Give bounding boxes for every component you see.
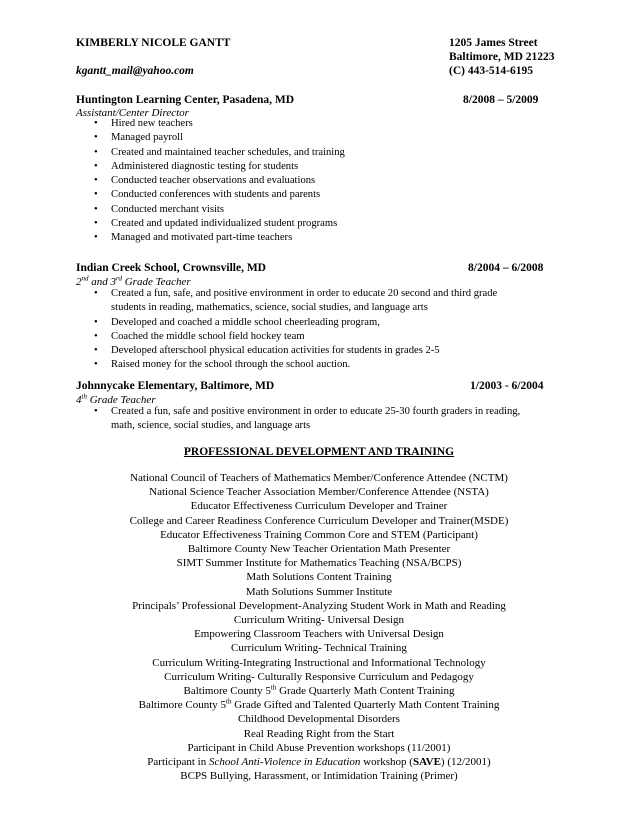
training-list — [0, 471, 638, 783]
job-role: 4th Grade Teacher — [76, 392, 156, 406]
list-item: Math Solutions Summer Institute — [245, 585, 393, 598]
job-duties-list — [0, 287, 531, 373]
list-item: Participant in School Anti-Violence in Education workshop (SAVE) (12/2001) — [147, 756, 491, 769]
job-duties-list — [0, 117, 345, 246]
list-item: • Coached the middle school field hockey team — [0, 330, 531, 344]
city-address: Baltimore, MD 21223 — [449, 51, 555, 63]
job-duties-list — [0, 405, 541, 434]
list-item: SIMT Summer Institute for Mathematics Teaching (NSA/BCPS) — [176, 557, 462, 570]
job-employer: Indian Creek School, Crownsville, MD — [76, 262, 266, 274]
list-item: • Created a fun, safe and positive environment in order to educate 25-30 fourth graders in reading, math, science, social studies, and language arts — [0, 405, 541, 434]
list-item: • Administered diagnostic testing for students — [0, 160, 345, 174]
list-item: • Conducted teacher observations and evaluations — [0, 174, 345, 188]
list-item: Baltimore County New Teacher Orientation Math Presenter — [187, 543, 451, 556]
list-item: • Developed and coached a middle school cheerleading program, — [0, 316, 531, 330]
list-item: • Raised money for the school through the school auction. — [0, 358, 531, 372]
list-item: Real Reading Right from the Start — [243, 727, 395, 740]
list-item: College and Career Readiness Conference Curriculum Developer and Trainer(MSDE) — [129, 514, 509, 527]
list-item: BCPS Bullying, Harassment, or Intimidation Training (Primer) — [180, 770, 458, 783]
list-item: Curriculum Writing-Integrating Instructional and Informational Technology — [152, 656, 486, 669]
list-item: • Developed afterschool physical education activities for students in grades 2-5 — [0, 344, 531, 358]
list-item: National Council of Teachers of Mathematics Member/Conference Attendee (NCTM) — [130, 472, 508, 484]
list-item: National Science Teacher Association Member/Conference Attendee (NSTA) — [149, 486, 489, 499]
list-item: Educator Effectiveness Training Common Core and STEM (Participant) — [160, 528, 478, 541]
list-item: Participant in Child Abuse Prevention workshops (11/2001) — [187, 741, 451, 754]
list-item: • Conducted merchant visits — [0, 203, 345, 217]
list-item: Childhood Developmental Disorders — [238, 713, 400, 726]
email-address: kgantt_mail@yahoo.com — [76, 65, 194, 77]
list-item: Educator Effectiveness Curriculum Developer and Trainer — [190, 500, 448, 513]
phone-number: (C) 443-514-6195 — [449, 65, 533, 77]
list-item: Curriculum Writing- Universal Design — [233, 614, 405, 627]
list-item: Baltimore County 5th Grade Gifted and Talented Quarterly Math Content Training — [138, 697, 500, 712]
list-item: • Created a fun, safe, and positive environment in order to educate 20 second and third grade students in reading, mathematics, science, social studies, and language arts — [0, 287, 531, 316]
job-dates: 8/2008 – 5/2009 — [463, 94, 539, 106]
list-item: • Managed and motivated part-time teachers — [0, 231, 345, 245]
list-item: • Created and updated individualized student programs — [0, 217, 345, 231]
job-dates: 1/2003 - 6/2004 — [470, 380, 544, 392]
list-item: • Created and maintained teacher schedules, and training — [0, 146, 345, 160]
street-address: 1205 James Street — [449, 37, 538, 49]
job-dates: 8/2004 – 6/2008 — [468, 262, 544, 274]
section-title: PROFESSIONAL DEVELOPMENT AND TRAINING — [183, 446, 455, 458]
list-item: Principals’ Professional Development-Analyzing Student Work in Math and Reading — [132, 599, 506, 612]
job-employer: Huntington Learning Center, Pasadena, MD — [76, 94, 295, 106]
job-employer: Johnnycake Elementary, Baltimore, MD — [76, 380, 275, 392]
list-item: Empowering Classroom Teachers with Universal Design — [194, 628, 444, 641]
list-item: • Hired new teachers — [0, 117, 345, 131]
list-item: Baltimore County 5th Grade Quarterly Math Content Training — [183, 683, 455, 698]
list-item: Curriculum Writing- Culturally Responsive Curriculum and Pedagogy — [164, 670, 474, 683]
candidate-name: KIMBERLY NICOLE GANTT — [76, 37, 231, 49]
list-item: Math Solutions Content Training — [246, 571, 392, 584]
job-role: 2nd and 3rd Grade Teacher — [76, 274, 191, 288]
list-item: • Managed payroll — [0, 131, 345, 145]
list-item: Curriculum Writing- Technical Training — [231, 642, 407, 655]
job-role: Assistant/Center Director — [76, 107, 189, 119]
list-item: • Conducted conferences with students and parents — [0, 188, 345, 202]
